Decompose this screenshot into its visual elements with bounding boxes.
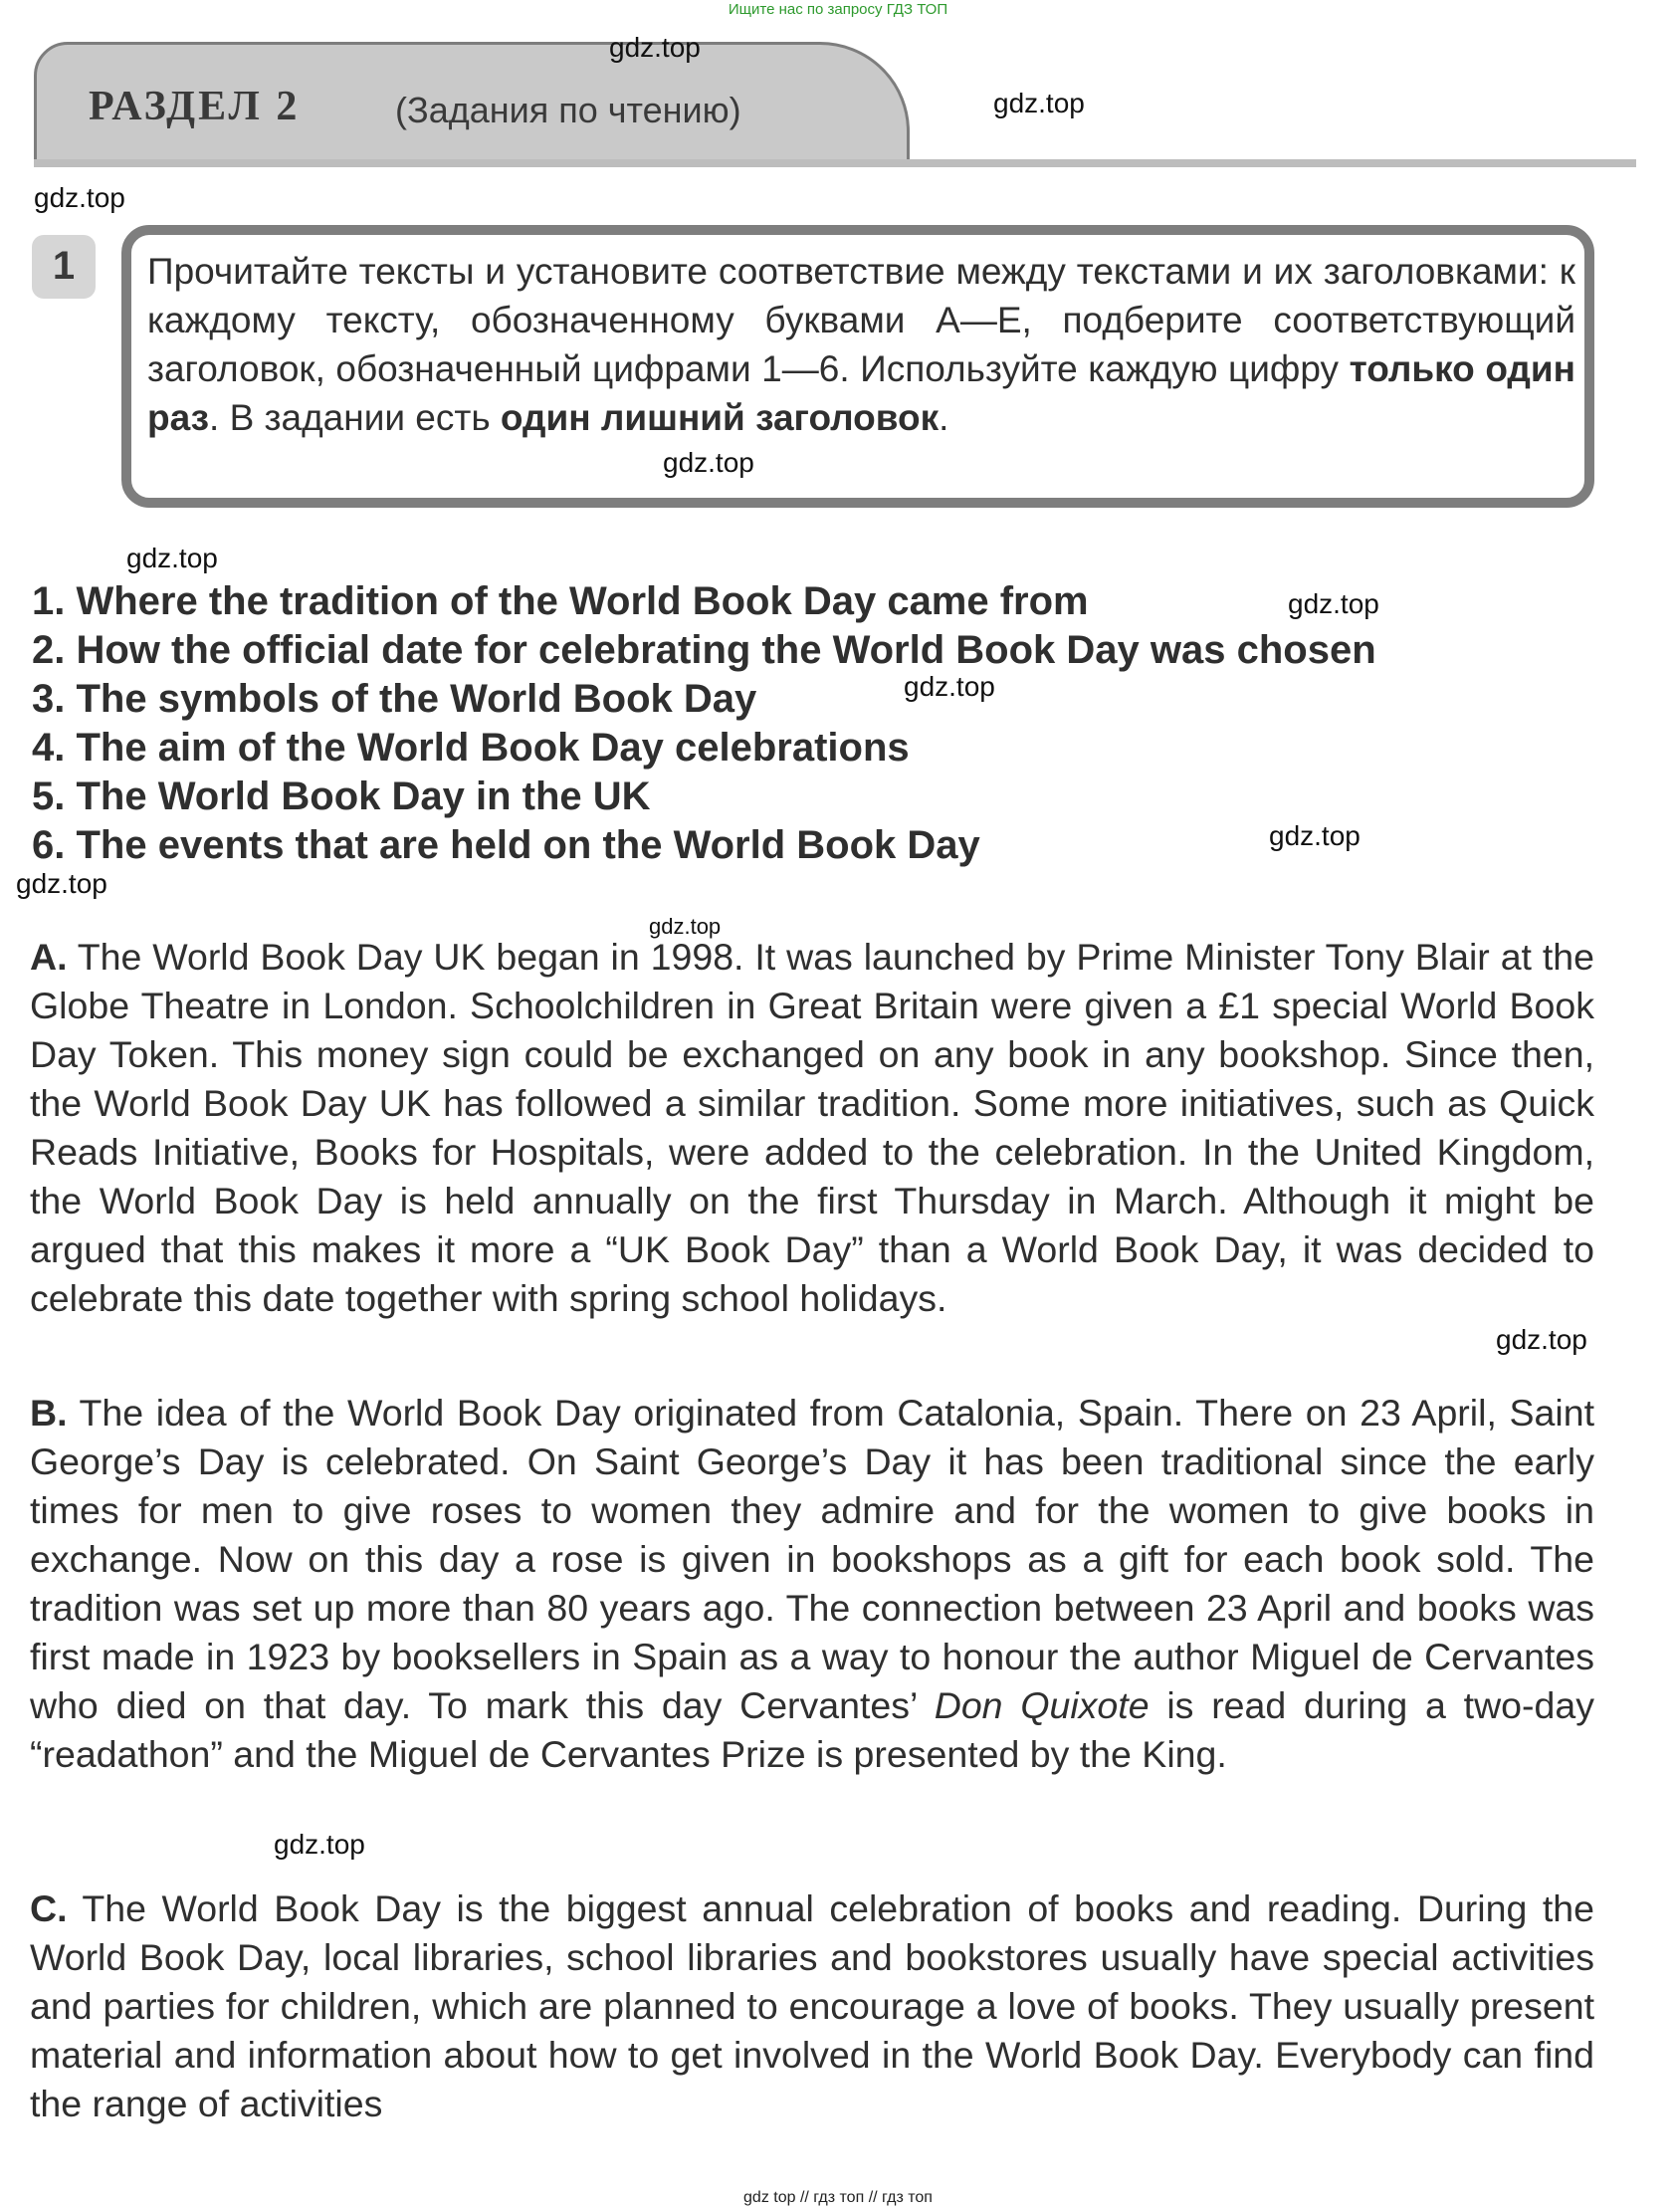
heading-3: 3. The symbols of the World Book Day (32, 677, 757, 721)
watermark: gdz.top (663, 447, 754, 478)
section-subtitle: (Задания по чтению) (395, 90, 741, 130)
header-divider (34, 159, 1636, 167)
watermark: gdz.top (274, 1829, 365, 1860)
watermark: gdz.top (904, 671, 995, 702)
bottom-banner: gdz top // гдз топ // гдз топ (743, 2189, 933, 2206)
text-a-body: The World Book Day UK began in 1998. It was launched by Prime Minister Tony Blair at the Globe Theatre in London. Schoolchildren in Great Britain were given a £1 special World Book Day Token. This money sign could be exchanged on any book in any bookshop. Since then, the World Book Day UK has followed a similar tradition. Some more initiatives, such as Quick Reads Initiative, Books for Hospitals, were added to the celebration. In the United Kingdom, the World Book Day is held annually on the first Thursday in March. Although it might be argued that this makes it more a “UK Book Day” than a World Book Day, it was decided to celebrate this date together with spring school holidays. (30, 936, 1594, 1319)
task-instruction (147, 247, 1575, 442)
instruction-text-1: Прочитайте тексты и установите соответствие между текстами и их заголовками: к каждому тексту, обозначенному буквами А—Е, подберите соответствующий заголовок, обозначенный цифрами 1—6. Используйте каждую цифру (147, 251, 1575, 389)
task-number-badge: 1 (32, 235, 96, 299)
watermark: gdz.top (1288, 588, 1379, 619)
watermark: gdz.top (609, 32, 701, 63)
headings-list (32, 577, 1624, 870)
watermark: gdz.top (1496, 1324, 1587, 1355)
heading-4: 4. The aim of the World Book Day celebrations (32, 726, 910, 770)
section-title: РАЗДЕЛ 2 (89, 84, 301, 129)
text-c-body: The World Book Day is the biggest annual celebration of books and reading. During the World Book Day, local libraries, school libraries and bookstores usually have special activities and parties for children, which are planned to encourage a love of books. They usually present material and information about how to get involved in the World Book Day. Everybody can find the range of activities (30, 1887, 1594, 2124)
watermark: gdz.top (649, 914, 722, 939)
watermark: gdz.top (126, 543, 218, 573)
heading-5: 5. The World Book Day in the UK (32, 774, 651, 818)
text-c-letter: C. (30, 1887, 68, 1929)
instruction-emphasis-1: только один раз (147, 348, 1576, 438)
watermark: gdz.top (34, 182, 125, 213)
watermark: gdz.top (993, 88, 1085, 118)
text-b-body-1: The idea of the World Book Day originated from Catalonia, Spain. There on 23 April, Saint George’s Day is celebrated. On Saint George’s Day it has been traditional since the early times for men to give roses to women they admire and for the women to give books in exchange. Now on this day a rose is given in bookshops as a gift for each book sold. The tradition was set up more than 80 years ago. The connection between 23 April and books was first made in 1923 by booksellers in Spain as a way to honour the author Miguel de Cervantes who died on that day. To mark this day Cervantes’ (30, 1392, 1594, 1726)
section-header (34, 42, 910, 163)
watermark: gdz.top (1269, 820, 1361, 851)
watermark: gdz.top (16, 868, 107, 899)
instruction-text-3: . (939, 397, 949, 438)
instruction-text-2: . В задании есть (209, 397, 501, 438)
heading-2: 2. How the official date for celebrating the World Book Day was chosen (32, 628, 1376, 672)
text-b-book-title: Don Quixote (934, 1684, 1150, 1726)
text-c (30, 1884, 1594, 2128)
text-b-letter: B. (30, 1392, 68, 1434)
text-b-body-2: is read during a two-day “readathon” and the Miguel de Cervantes Prize is presented by the King. (30, 1684, 1594, 1775)
heading-6: 6. The events that are held on the World Book Day (32, 823, 980, 867)
instruction-emphasis-2: один лишний заголовок (500, 397, 940, 438)
heading-1: 1. Where the tradition of the World Book Day came from (32, 579, 1089, 623)
text-b (30, 1389, 1594, 1779)
text-a-letter: A. (30, 936, 68, 978)
text-a (30, 933, 1594, 1323)
top-banner: Ищите нас по запросу ГДЗ ТОП (728, 1, 948, 18)
